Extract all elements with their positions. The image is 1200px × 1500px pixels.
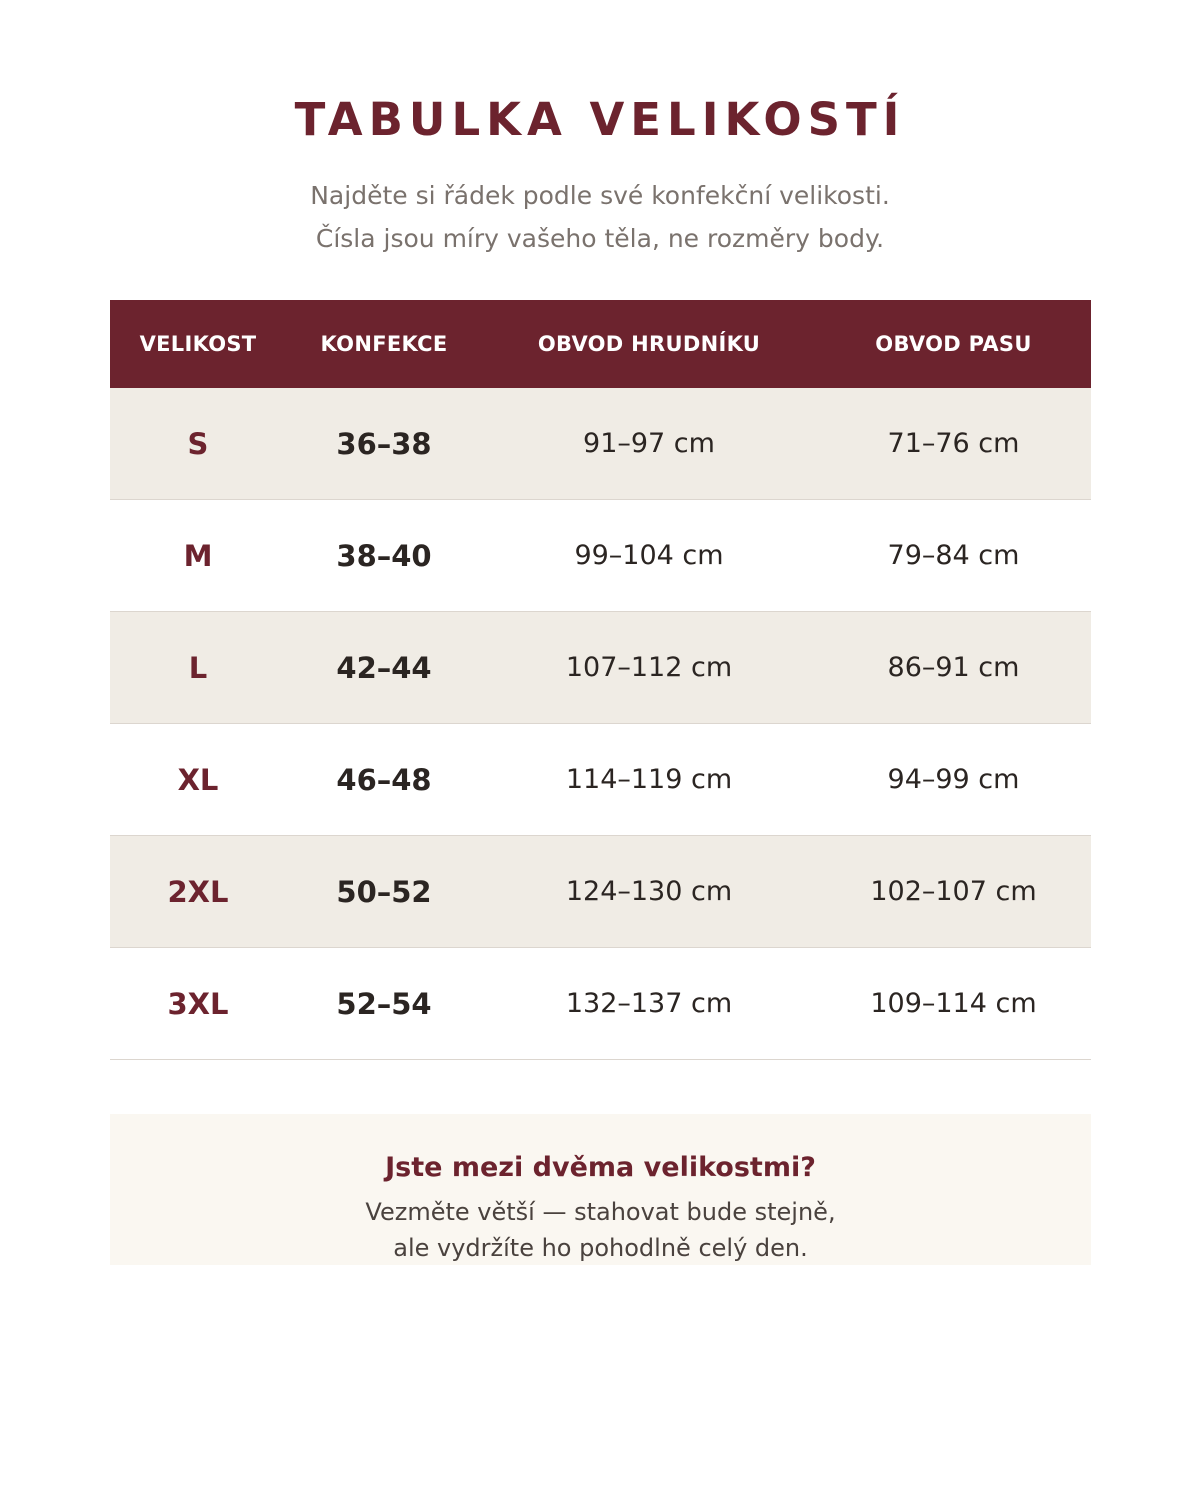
page-title: TABULKA VELIKOSTÍ	[294, 93, 906, 146]
size-cell: S	[187, 426, 209, 461]
size-tip-box	[110, 1114, 1091, 1265]
size-table	[110, 300, 1091, 1060]
size-cell: 3XL	[167, 986, 229, 1021]
waist-cell: 94–99 cm	[887, 764, 1020, 795]
tip-line-2: ale vydržíte ho pohodlně celý den.	[393, 1234, 808, 1262]
table-row	[110, 724, 1091, 836]
size-cell: XL	[177, 762, 219, 797]
konfekce-cell: 42–44	[336, 650, 432, 685]
column-header-chest: OBVOD HRUDNÍKU	[537, 332, 761, 356]
intro-text	[0, 174, 1200, 260]
column-header-waist: OBVOD PASU	[875, 332, 1032, 356]
konfekce-cell: 52–54	[336, 986, 432, 1021]
konfekce-cell: 50–52	[336, 874, 432, 909]
column-header-velikost: VELIKOST	[139, 332, 257, 356]
waist-cell: 109–114 cm	[870, 988, 1037, 1019]
waist-cell: 86–91 cm	[887, 652, 1020, 683]
table-row	[110, 948, 1091, 1060]
table-row	[110, 612, 1091, 724]
konfekce-cell: 46–48	[336, 762, 432, 797]
table-header	[110, 300, 1091, 388]
tip-text	[110, 1194, 1091, 1266]
table-row	[110, 500, 1091, 612]
waist-cell: 71–76 cm	[887, 428, 1020, 459]
tip-title: Jste mezi dvěma velikostmi?	[385, 1152, 816, 1183]
chest-cell: 99–104 cm	[574, 540, 724, 571]
chest-cell: 132–137 cm	[565, 988, 733, 1019]
chest-cell: 114–119 cm	[565, 764, 733, 795]
table-row	[110, 836, 1091, 948]
waist-cell: 79–84 cm	[887, 540, 1020, 571]
tip-line-1: Vezměte větší — stahovat bude stejně,	[365, 1198, 836, 1226]
waist-cell: 102–107 cm	[870, 876, 1037, 907]
intro-line-2: Čísla jsou míry vašeho těla, ne rozměry body.	[315, 224, 885, 253]
size-cell: L	[188, 650, 208, 685]
column-header-konfekce: KONFEKCE	[320, 332, 448, 356]
konfekce-cell: 38–40	[336, 538, 432, 573]
size-cell: 2XL	[167, 874, 229, 909]
size-cell: M	[183, 538, 213, 573]
chest-cell: 124–130 cm	[565, 876, 733, 907]
intro-line-1: Najděte si řádek podle své konfekční velikosti.	[310, 181, 890, 210]
konfekce-cell: 36–38	[336, 426, 432, 461]
chest-cell: 91–97 cm	[583, 428, 715, 459]
chest-cell: 107–112 cm	[565, 652, 733, 683]
table-row	[110, 388, 1091, 500]
